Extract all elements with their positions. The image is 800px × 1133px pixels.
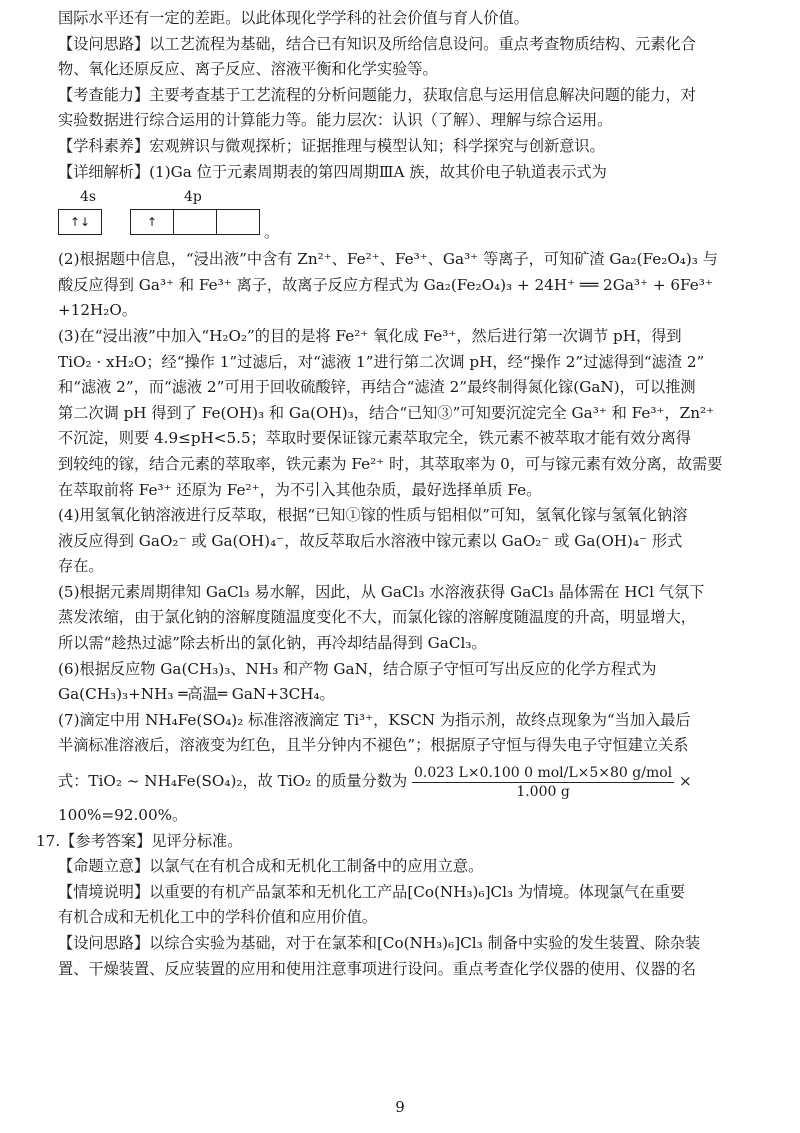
orbital-end-mark: 。 xyxy=(264,223,280,242)
text-line: (3)在“浸出液”中加入“H₂O₂”的目的是将 Fe²⁺ 氧化成 Fe³⁺，然后进行第一次调节 pH，得到 xyxy=(58,326,682,345)
text-line: 实验数据进行综合运用的计算能力等。能力层次：认识（了解）、理解与综合运用。 xyxy=(58,111,613,130)
text-line: 液反应得到 GaO₂⁻ 或 Ga(OH)₄⁻，故反萃取后水溶液中镓元素以 GaO₂⁻ 或 Ga(OH)₄⁻ 形式 xyxy=(58,531,683,550)
text-line: (5)根据元素周期律知 GaCl₃ 易水解，因此，从 GaCl₃ 水溶液获得 GaCl₃ 晶体需在 HCl 气氛下 xyxy=(58,582,705,601)
text-line: (2)根据题中信息，“浸出液”中含有 Zn²⁺、Fe²⁺、Fe³⁺、Ga³⁺ 等离子，可知矿渣 Ga₂(Fe₂O₄)₃ 与 xyxy=(58,250,718,269)
text-line: 酸反应得到 Ga³⁺ 和 Fe³⁺ 离子，故离子反应方程式为 Ga₂(Fe₂O₄)₃ + 24H⁺ ══ 2Ga³⁺ + 6Fe³⁺ xyxy=(58,275,713,294)
text-line: TiO₂ · xH₂O；经“操作 1”过滤后，对“滤液 1”进行第二次调 pH，经“操作 2”过滤得到“滤渣 2” xyxy=(58,352,705,371)
text-line: 【设问思路】以工艺流程为基础，结合已有知识及所给信息设问。重点考查物质结构、元素化合 xyxy=(58,34,696,53)
equation-suffix: × xyxy=(678,772,692,791)
text-line: 不沉淀，则要 4.9≤pH<5.5；萃取时要保证镓元素萃取完全，铁元素不被萃取才能有效分离得 xyxy=(58,429,692,448)
fraction xyxy=(412,764,674,801)
text-line: 蒸发浓缩，由于氯化钠的溶解度随温度变化不大，而氯化镓的溶解度随温度的升高，明显增大， xyxy=(58,608,696,627)
text-line: 半滴标准溶液后，溶液变为红色，且半分钟内不褪色”；根据原子守恒与得失电子守恒建立关系 xyxy=(58,736,689,755)
text-line: 有机合成和无机化工中的学科价值和应用价值。 xyxy=(58,908,377,927)
text-line: 【详细解析】(1)Ga 位于元素周期表的第四周期ⅢA 族，故其价电子轨道表示式为 xyxy=(58,162,607,181)
text-line: 100%=92.00%。 xyxy=(58,806,188,825)
text-line: 【考查能力】主要考查基于工艺流程的分析问题能力，获取信息与运用信息解决问题的能力，对 xyxy=(58,85,696,104)
orbital-box-4p-2 xyxy=(173,209,217,235)
orbital-box-4s: ↑↓ xyxy=(58,209,102,235)
fraction-equation-line xyxy=(58,759,760,803)
text-line: 在萃取前将 Fe³⁺ 还原为 Fe²⁺，为不引入其他杂质，最好选择单质 Fe。 xyxy=(58,480,542,499)
text-line: 置、干燥装置、反应装置的应用和使用注意事项进行设问。重点考查化学仪器的使用、仪器的名 xyxy=(58,959,696,978)
text-line: 第二次调 pH 得到了 Fe(OH)₃ 和 Ga(OH)₃，结合“已知③”可知要沉淀完全 Ga³⁺ 和 Fe³⁺，Zn²⁺ xyxy=(58,403,715,422)
orbital-label-4p: 4p xyxy=(184,189,202,206)
text-line: 【学科素养】宏观辨识与微观探析；证据推理与模型认知；科学探究与创新意识。 xyxy=(58,136,605,155)
text-line: 国际水平还有一定的差距。以此体现化学学科的社会价值与育人价值。 xyxy=(58,9,529,27)
text-line: Ga(CH₃)₃+NH₃ ═高温═ GaN+3CH₄。 xyxy=(58,685,335,704)
fraction-numerator: 0.023 L×0.100 0 mol/L×5×80 g/mol xyxy=(414,764,673,781)
text-line: 存在。 xyxy=(58,557,104,576)
text-line: +12H₂O。 xyxy=(58,301,138,320)
page-number: 9 xyxy=(395,1098,405,1116)
orbital-box-4p-3 xyxy=(216,209,260,235)
fraction-denominator: 1.000 g xyxy=(516,783,570,800)
text-line: (6)根据反应物 Ga(CH₃)₃、NH₃ 和产物 GaN，结合原子守恒可写出反应的化学方程式为 xyxy=(58,659,657,678)
text-line: 【情境说明】以重要的有机产品氯苯和无机化工产品[Co(NH₃)₆]Cl₃ 为情境。体现氯气在重要 xyxy=(58,882,685,901)
orbital-diagram xyxy=(58,185,760,247)
question-17-heading: 17.【参考答案】见评分标准。 xyxy=(36,831,243,850)
orbital-label-4s: 4s xyxy=(80,189,97,206)
text-line: 【设问思路】以综合实验为基础，对于在氯苯和[Co(NH₃)₆]Cl₃ 制备中实验的发生装置、除杂装 xyxy=(58,934,701,952)
text-line: 物、氧化还原反应、离子反应、溶液平衡和化学实验等。 xyxy=(58,60,438,79)
text-line: 【命题立意】以氯气在有机合成和无机化工制备中的应用立意。 xyxy=(58,857,484,876)
text-line: (7)滴定中用 NH₄Fe(SO₄)₂ 标准溶液滴定 Ti³⁺，KSCN 为指示剂，故终点现象为“当加入最后 xyxy=(58,710,691,729)
text-line: (4)用氢氧化钠溶液进行反萃取，根据“已知①镓的性质与铝相似”可知，氢氧化镓与氢氧化钠溶 xyxy=(58,506,688,525)
equation-prefix: 式：TiO₂ ~ NH₄Fe(SO₄)₂，故 TiO₂ 的质量分数为 xyxy=(58,772,408,791)
text-line: 所以需“趁热过滤”除去析出的氯化钠，再冷却结晶得到 GaCl₃。 xyxy=(58,634,487,653)
text-line: 到较纯的镓，结合元素的萃取率，铁元素为 Fe²⁺ 时，其萃取率为 0，可与镓元素有效分离，故需要 xyxy=(58,454,723,473)
orbital-box-4p-1: ↑ xyxy=(130,209,174,235)
text-line: 和“滤液 2”，而“滤液 2”可用于回收硫酸锌，再结合“滤渣 2”最终制得氮化镓(GaN)，可以推测 xyxy=(58,378,696,397)
